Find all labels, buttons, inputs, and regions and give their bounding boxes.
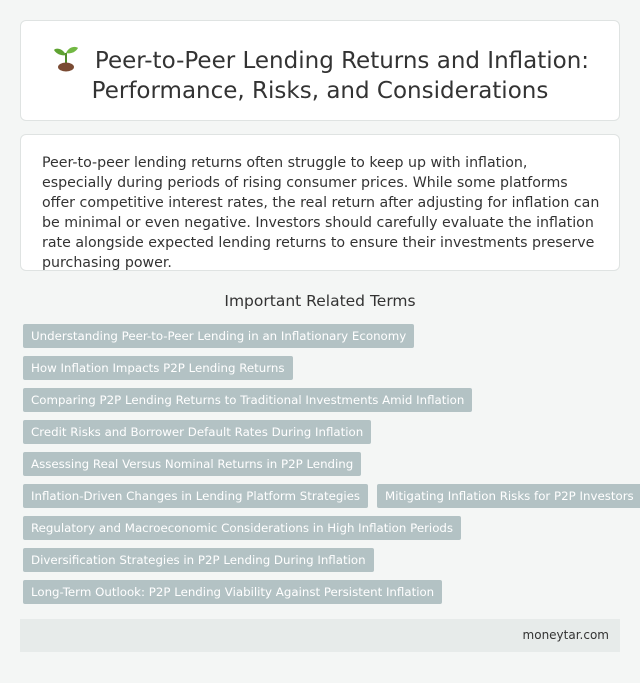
sprout-icon xyxy=(51,44,81,72)
term-tag[interactable]: Understanding Peer-to-Peer Lending in an Inflationary Economy xyxy=(23,324,414,348)
term-tag[interactable]: Diversification Strategies in P2P Lending During Inflation xyxy=(23,548,374,572)
title-line-1: Peer-to-Peer Lending Returns and Inflation: xyxy=(94,48,590,74)
intro-card xyxy=(20,134,620,271)
term-tag[interactable]: Inflation-Driven Changes in Lending Platform Strategies xyxy=(23,484,368,508)
term-tag[interactable]: Regulatory and Macroeconomic Considerations in High Inflation Periods xyxy=(23,516,461,540)
title-line-2: Performance, Risks, and Considerations xyxy=(91,78,549,104)
term-tag[interactable]: Long-Term Outlook: P2P Lending Viability Against Persistent Inflation xyxy=(23,580,442,604)
page-title xyxy=(21,44,619,106)
term-tag[interactable]: Comparing P2P Lending Returns to Traditional Investments Amid Inflation xyxy=(23,388,472,412)
footer xyxy=(20,619,620,652)
related-terms-list xyxy=(23,324,634,612)
term-tag[interactable]: Mitigating Inflation Risks for P2P Investors xyxy=(377,484,640,508)
term-tag[interactable]: How Inflation Impacts P2P Lending Returns xyxy=(23,356,293,380)
footer-site-link[interactable]: moneytar.com xyxy=(522,628,609,642)
term-tag[interactable]: Assessing Real Versus Nominal Returns in P2P Lending xyxy=(23,452,361,476)
term-tag[interactable]: Credit Risks and Borrower Default Rates During Inflation xyxy=(23,420,371,444)
title-card xyxy=(20,20,620,121)
terms-heading: Important Related Terms xyxy=(224,292,416,310)
intro-paragraph: Peer-to-peer lending returns often struggle to keep up with inflation, especially during periods of rising consumer prices. While some platforms offer competitive interest rates, the real return after adjusting for inflation can be minimal or even negative. Investors should carefully evaluate the inflation rate alongside expected lending returns to ensure their investments preserve purchasing power. xyxy=(42,155,600,271)
